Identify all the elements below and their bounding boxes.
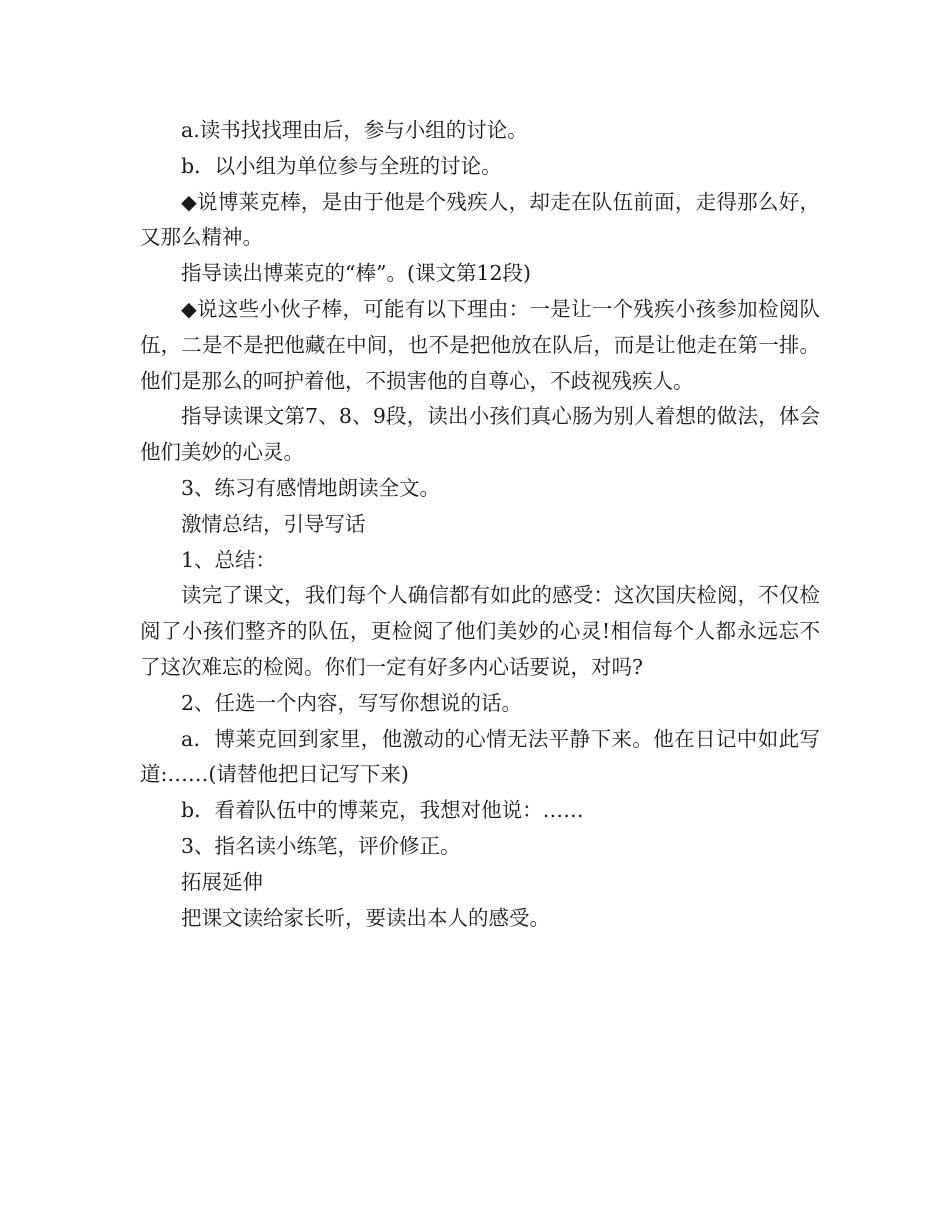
- paragraph-option-a: a．博莱克回到家里，他激动的心情无法平静下来。他在日记中如此写道:……(请替他把日记写下来): [140, 726, 820, 787]
- paragraph-practice-reading: 3、练习有感情地朗读全文。: [181, 475, 441, 500]
- paragraph-summary-label: 1、总结：: [181, 547, 277, 572]
- paragraph-boys-reason: ◆说这些小伙子棒，可能有以下理由：一是让一个残疾小孩参加检阅队伍，二是不是把他藏在中间，也不是把他放在队后，而是让他走在第一排。他们是那么的呵护着他，不损害他的自尊心，不歧视残疾人。: [140, 296, 820, 393]
- section-heading-summary: 激情总结，引导写话: [181, 511, 366, 536]
- paragraph-read-practice: 3、指名读小练笔，评价修正。: [181, 833, 461, 858]
- paragraph-option-b: b．看着队伍中的博莱克，我想对他说：……: [181, 798, 584, 823]
- paragraph-discuss-class: b．以小组为单位参与全班的讨论。: [181, 153, 502, 178]
- paragraph-read-sections: 指导读课文第7、8、9段，读出小孩们真心肠为别人着想的做法，体会他们美妙的心灵。: [140, 404, 820, 465]
- paragraph-choose-topic: 2、任选一个内容，写写你想说的话。: [181, 690, 523, 715]
- paragraph-bolek-reason: ◆说博莱克棒，是由于他是个残疾人，却走在队伍前面，走得那么好，又那么精神。: [140, 189, 820, 250]
- paragraph-extension-text: 把课文读给家长听，要读出本人的感受。: [181, 905, 550, 930]
- document-body: [140, 113, 820, 936]
- paragraph-read-bang: 指导读出博莱克的“棒”。(课文第12段): [181, 261, 532, 286]
- paragraph-summary-text: 读完了课文，我们每个人确信都有如此的感受：这次国庆检阅，不仅检阅了小孩们整齐的队伍，更检阅了他们美妙的心灵!相信每个人都永远忘不了这次难忘的检阅。你们一定有好多内心话要说，对吗?: [140, 583, 820, 679]
- section-heading-extension: 拓展延伸: [181, 869, 263, 894]
- paragraph-discuss-group: a.读书找找理由后，参与小组的讨论。: [181, 118, 528, 142]
